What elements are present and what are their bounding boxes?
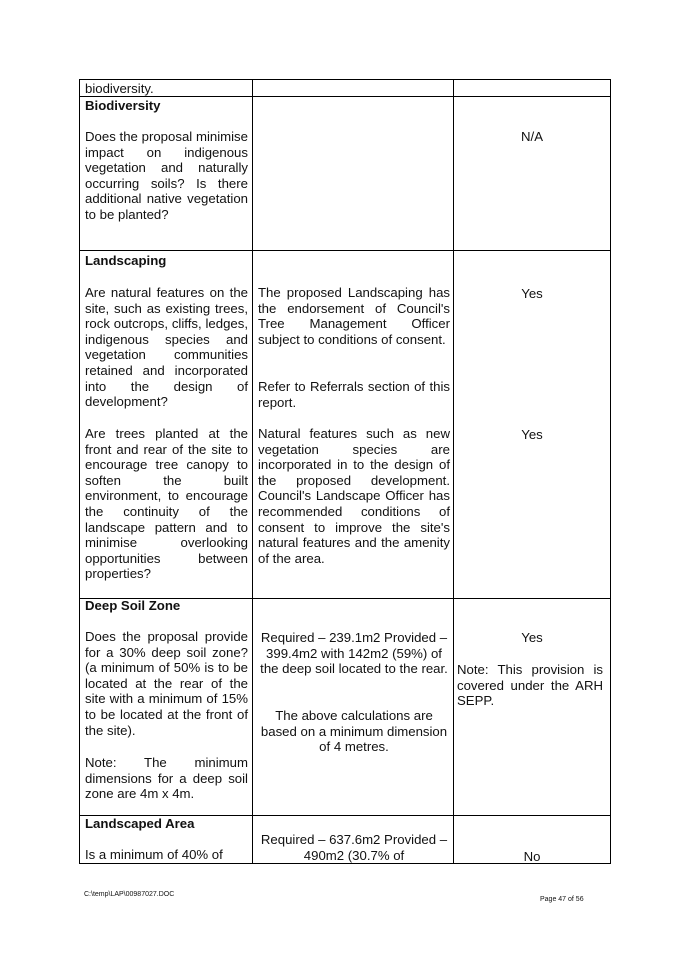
deep-soil-note: Note: The minimum dimensions for a deep soil zone are 4m x 4m. [85, 755, 248, 802]
deep-soil-calculation-note: The above calculations are based on a minimum dimension of 4 metres. [260, 708, 448, 755]
landscaped-area-compliance: No [523, 849, 541, 864]
deep-soil-heading: Deep Soil Zone [85, 598, 181, 613]
landscaped-area-assessment: Required – 637.6m2 Provided – 490m2 (30.7% of [260, 832, 448, 863]
biodiversity-compliance: N/A [521, 129, 543, 144]
landscaped-area-heading: Landscaped Area [85, 816, 195, 831]
deep-soil-question: Does the proposal provide for a 30% deep soil zone? (a minimum of 50% is to be located at the rear of the site with a minimum of 15% to be located at the front of the site). [85, 629, 248, 738]
biodiversity-question: Does the proposal minimise impact on indigenous vegetation and naturally occurring soils? Is there additional native vegetation to be planted? [85, 129, 248, 222]
row-divider [80, 250, 610, 251]
footer-page-number: Page 47 of 56 [540, 896, 584, 903]
footer-file-path: C:\temp\LAP\00987027.DOC [84, 891, 175, 898]
landscaping-heading: Landscaping [85, 253, 167, 268]
landscaping-assessment-1: The proposed Landscaping has the endorsement of Council's Tree Management Officer subject to conditions of consent. [258, 285, 450, 347]
biodiversity-heading: Biodiversity [85, 98, 161, 113]
column-divider-1 [252, 80, 253, 863]
column-divider-2 [453, 80, 454, 863]
landscaping-question-2: Are trees planted at the front and rear of the site to encourage tree canopy to soften the built environment, to encourage the continuity of the landscape pattern and to minimise overlooking opportunities between properties? [85, 426, 248, 582]
deep-soil-compliance: Yes [521, 630, 543, 645]
deep-soil-assessment: Required – 239.1m2 Provided – 399.4m2 with 142m2 (59%) of the deep soil located to the rear. [260, 630, 448, 677]
landscaping-assessment-2: Natural features such as new vegetation species are incorporated in to the design of the proposed development. Council's Landscape Officer has recommended conditions of consent to improve the site's natural features and the amenity of the area. [258, 426, 450, 566]
landscaping-compliance-1: Yes [521, 286, 543, 301]
landscaped-area-question: Is a minimum of 40% of [85, 847, 223, 862]
landscaping-question-1: Are natural features on the site, such as existing trees, rock outcrops, cliffs, ledges, indigenous species and vegetation communities retained and incorporated into the design of development? [85, 285, 248, 410]
landscaping-compliance-2: Yes [521, 427, 543, 442]
intro-text: biodiversity. [85, 81, 154, 96]
assessment-table [79, 79, 611, 864]
landscaping-assessment-1-referral: Refer to Referrals section of this report. [258, 379, 450, 410]
deep-soil-compliance-note: Note: This provision is covered under the ARH SEPP. [457, 662, 603, 709]
